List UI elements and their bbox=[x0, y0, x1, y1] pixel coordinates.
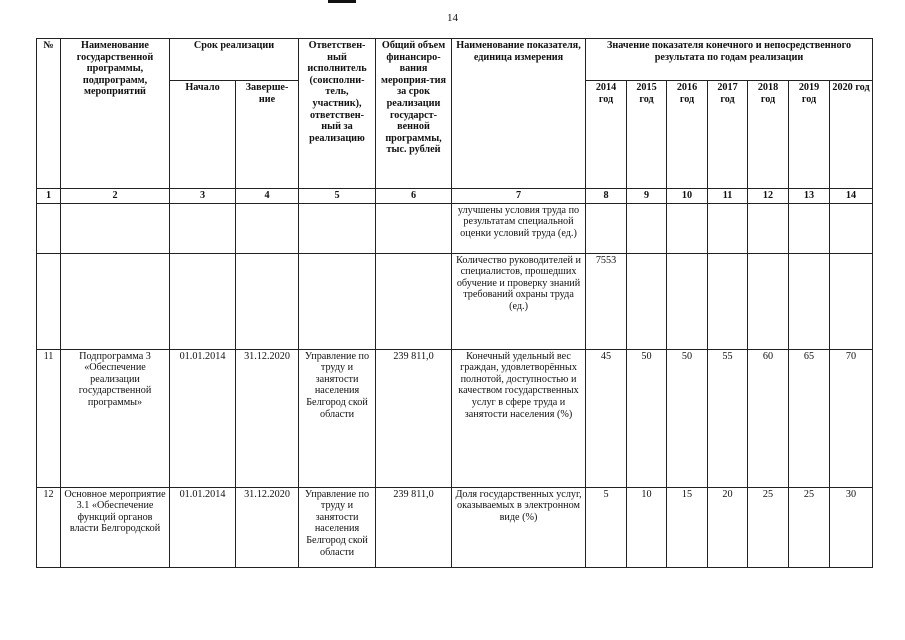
column-number: 11 bbox=[708, 189, 748, 204]
row-num: 12 bbox=[37, 487, 61, 567]
row-name bbox=[61, 203, 170, 253]
row-funding: 239 811,0 bbox=[376, 487, 452, 567]
row-name: Подпрограмма 3 «Обеспечение реализации государственной программы» bbox=[61, 349, 170, 487]
row-funding bbox=[376, 203, 452, 253]
row-value: 60 bbox=[748, 349, 789, 487]
row-value: 5 bbox=[586, 487, 627, 567]
header-year: 2020 год bbox=[830, 81, 873, 189]
row-executor bbox=[299, 203, 376, 253]
row-funding bbox=[376, 253, 452, 349]
row-value bbox=[830, 253, 873, 349]
row-value: 65 bbox=[789, 349, 830, 487]
header-end: Заверше-ние bbox=[236, 81, 299, 189]
header-program-name: Наименование государственной программы, подпрограмм, мероприятий bbox=[61, 39, 170, 189]
column-number: 12 bbox=[748, 189, 789, 204]
row-value bbox=[748, 253, 789, 349]
column-number: 9 bbox=[627, 189, 667, 204]
row-value bbox=[667, 203, 708, 253]
row-end bbox=[236, 253, 299, 349]
row-value bbox=[627, 253, 667, 349]
header-year: 2014 год bbox=[586, 81, 627, 189]
row-funding: 239 811,0 bbox=[376, 349, 452, 487]
program-table bbox=[36, 38, 873, 568]
row-value bbox=[708, 203, 748, 253]
row-value: 20 bbox=[708, 487, 748, 567]
row-value bbox=[748, 203, 789, 253]
row-end bbox=[236, 203, 299, 253]
table-row bbox=[37, 487, 873, 567]
column-number: 7 bbox=[452, 189, 586, 204]
row-name bbox=[61, 253, 170, 349]
column-number: 10 bbox=[667, 189, 708, 204]
row-value bbox=[627, 203, 667, 253]
row-value: 55 bbox=[708, 349, 748, 487]
header-values-group: Значение показателя конечного и непосредственного результата по годам реализации bbox=[586, 39, 873, 81]
column-number: 2 bbox=[61, 189, 170, 204]
row-start bbox=[170, 203, 236, 253]
row-executor: Управление по труду и занятости населения Белгород ской области bbox=[299, 487, 376, 567]
header-start: Начало bbox=[170, 81, 236, 189]
row-name: Основное мероприятие 3.1 «Обеспечение функций органов власти Белгородской bbox=[61, 487, 170, 567]
row-indicator: улучшены условия труда по результатам специальной оценки условий труда (ед.) bbox=[452, 203, 586, 253]
column-numbers-row bbox=[37, 189, 873, 204]
header-year: 2017 год bbox=[708, 81, 748, 189]
column-number: 1 bbox=[37, 189, 61, 204]
row-value bbox=[708, 253, 748, 349]
header-num: № bbox=[37, 39, 61, 189]
row-value bbox=[789, 253, 830, 349]
header-year: 2018 год bbox=[748, 81, 789, 189]
row-num bbox=[37, 203, 61, 253]
row-num bbox=[37, 253, 61, 349]
row-start: 01.01.2014 bbox=[170, 487, 236, 567]
row-start: 01.01.2014 bbox=[170, 349, 236, 487]
table-row bbox=[37, 203, 873, 253]
row-executor bbox=[299, 253, 376, 349]
page-number: 14 bbox=[447, 12, 458, 24]
column-number: 14 bbox=[830, 189, 873, 204]
row-indicator: Конечный удельный вес граждан, удовлетворённых полнотой, доступностью и качеством государственных услуг в сфере труда и занятости населения (%) bbox=[452, 349, 586, 487]
row-value: 30 bbox=[830, 487, 873, 567]
header-funding: Общий объем финансиро-вания мероприя-тия за срок реализации государст-венной программы, тыс. рублей bbox=[376, 39, 452, 189]
row-value: 7553 bbox=[586, 253, 627, 349]
row-start bbox=[170, 253, 236, 349]
row-end: 31.12.2020 bbox=[236, 487, 299, 567]
row-value: 50 bbox=[627, 349, 667, 487]
column-number: 4 bbox=[236, 189, 299, 204]
row-indicator: Доля государственных услуг, оказываемых в электронном виде (%) bbox=[452, 487, 586, 567]
header-year: 2015 год bbox=[627, 81, 667, 189]
column-number: 5 bbox=[299, 189, 376, 204]
row-value bbox=[789, 203, 830, 253]
row-value: 10 bbox=[627, 487, 667, 567]
row-value: 15 bbox=[667, 487, 708, 567]
header-indicator: Наименование показателя, единица измерения bbox=[452, 39, 586, 189]
table-row bbox=[37, 349, 873, 487]
column-number: 6 bbox=[376, 189, 452, 204]
row-value bbox=[586, 203, 627, 253]
row-indicator: Количество руководителей и специалистов, прошедших обучение и проверку знаний требований охраны труда (ед.) bbox=[452, 253, 586, 349]
header-executor: Ответствен-ный исполнитель (соисполни-тель, участник), ответствен-ный за реализацию bbox=[299, 39, 376, 189]
header-year: 2019 год bbox=[789, 81, 830, 189]
row-value: 70 bbox=[830, 349, 873, 487]
column-number: 3 bbox=[170, 189, 236, 204]
column-number: 13 bbox=[789, 189, 830, 204]
row-value: 45 bbox=[586, 349, 627, 487]
top-mark bbox=[328, 0, 356, 3]
row-value bbox=[830, 203, 873, 253]
row-end: 31.12.2020 bbox=[236, 349, 299, 487]
header-term: Срок реализации bbox=[170, 39, 299, 81]
row-value: 25 bbox=[789, 487, 830, 567]
row-num: 11 bbox=[37, 349, 61, 487]
table-row bbox=[37, 253, 873, 349]
row-value: 50 bbox=[667, 349, 708, 487]
row-value: 25 bbox=[748, 487, 789, 567]
header-year: 2016 год bbox=[667, 81, 708, 189]
row-executor: Управление по труду и занятости населения Белгород ской области bbox=[299, 349, 376, 487]
column-number: 8 bbox=[586, 189, 627, 204]
row-value bbox=[667, 253, 708, 349]
